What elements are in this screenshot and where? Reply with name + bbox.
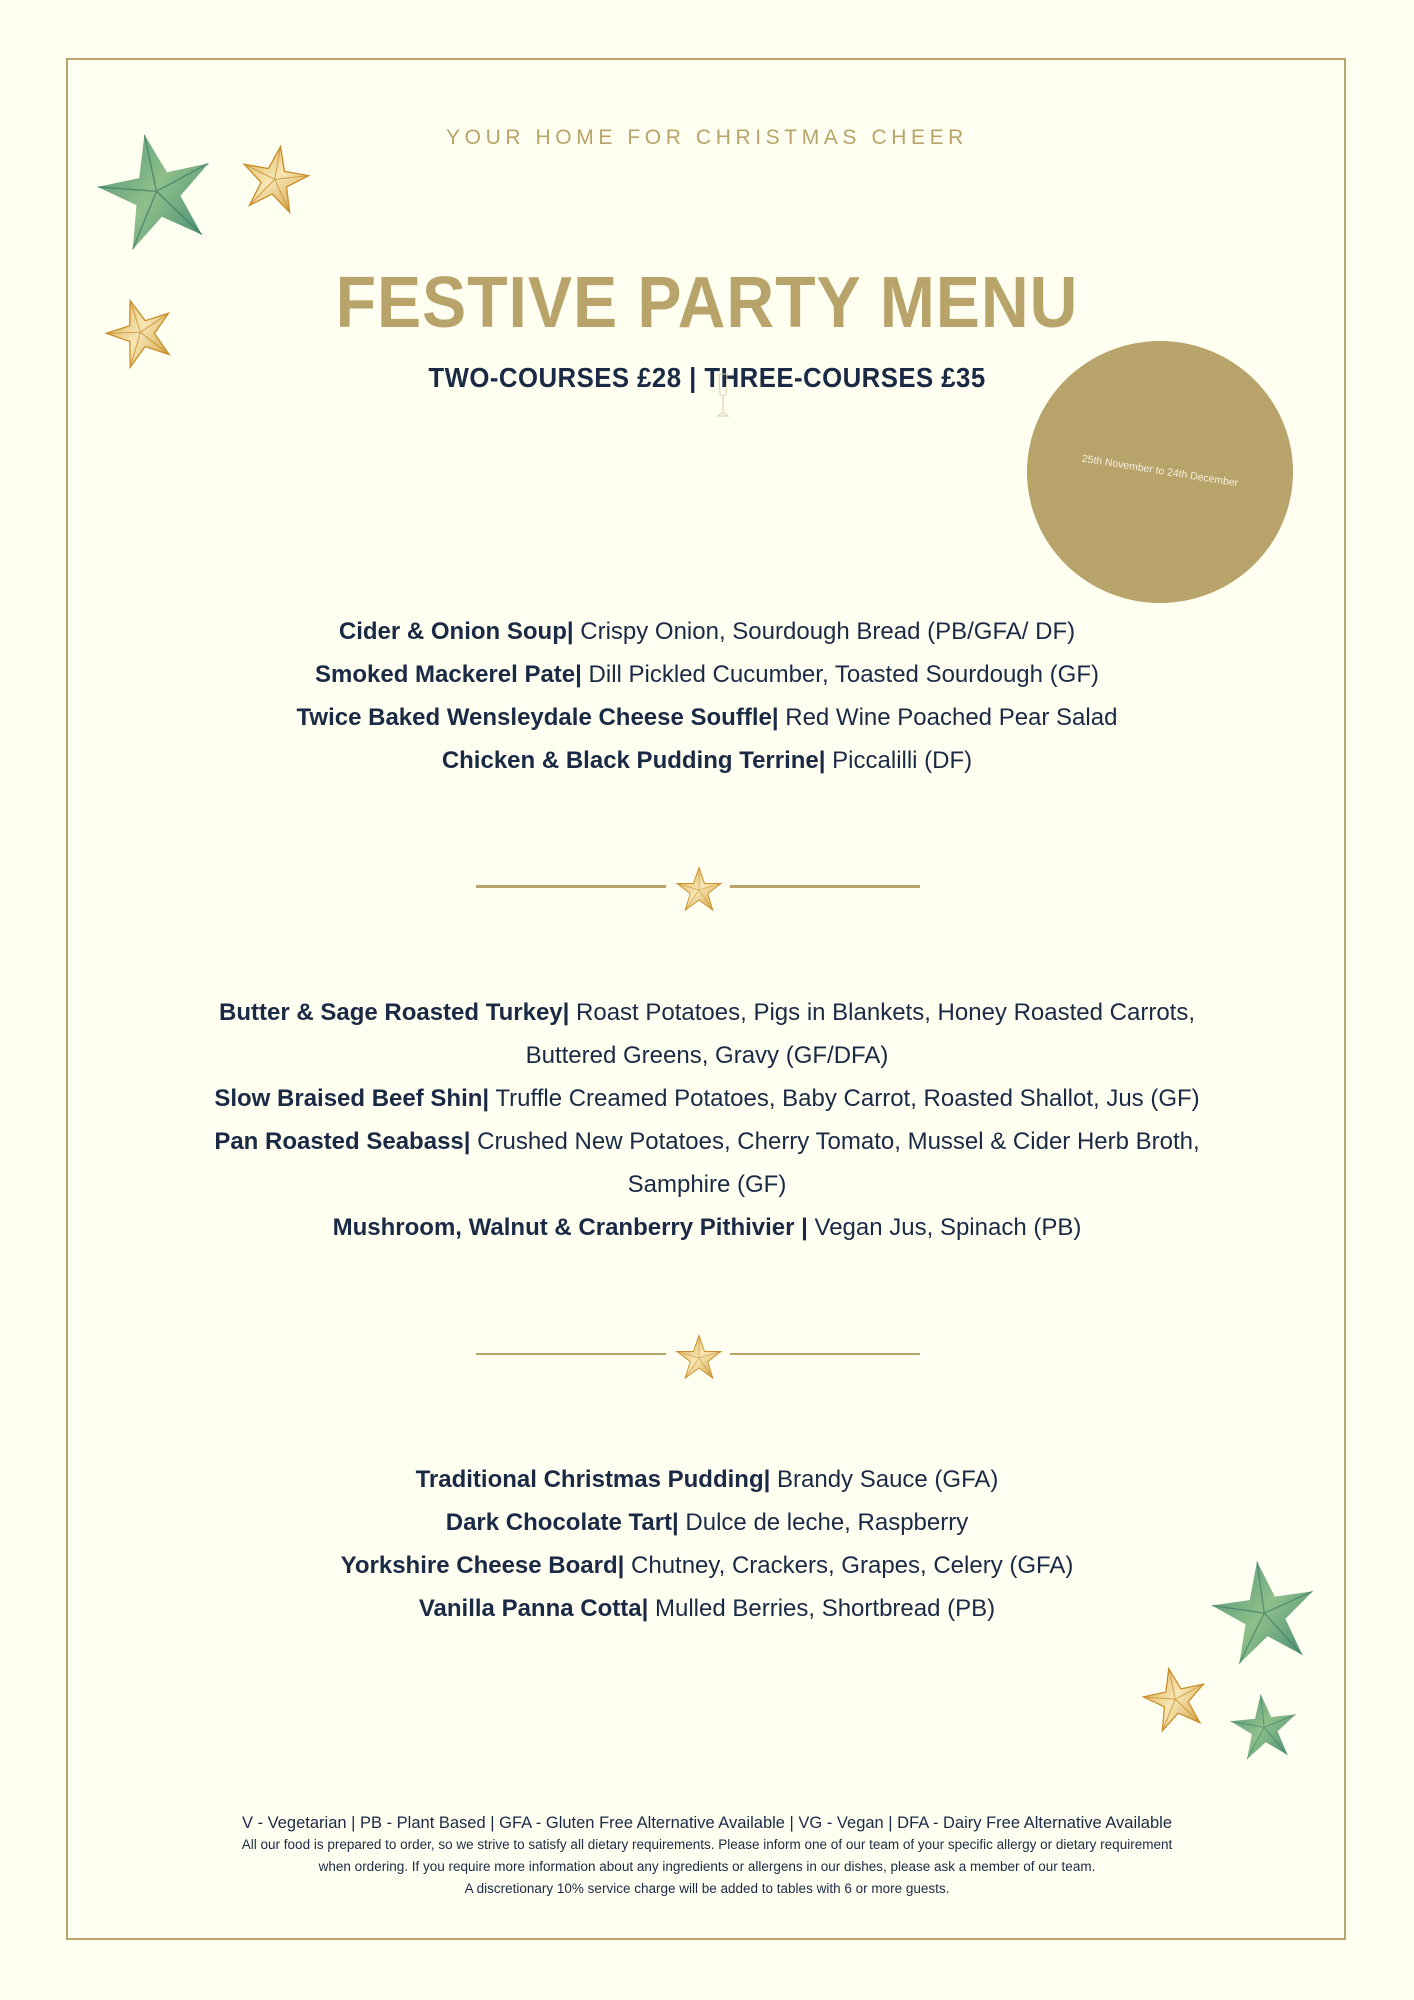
section-divider: [476, 866, 920, 906]
gold-star-icon: [1136, 1660, 1214, 1736]
divider-line: [730, 885, 920, 888]
section-divider: [476, 1334, 920, 1374]
dish-description: Crispy Onion, Sourdough Bread (PB/GFA/ DF): [573, 618, 1076, 645]
dish-description: Crushed New Potatoes, Cherry Tomato, Mussel & Cider Herb Broth,: [470, 1128, 1200, 1155]
dish-description: Truffle Creamed Potatoes, Baby Carrot, Roasted Shallot, Jus (GF): [489, 1085, 1200, 1112]
dish-description: Chutney, Crackers, Grapes, Celery (GFA): [624, 1552, 1074, 1579]
allergy-note: when ordering. If you require more information about any ingredients or allergens in our dishes, please ask a member of our team.: [318, 1859, 1096, 1874]
menu-item: [0, 696, 1414, 739]
dish-name: Vanilla Panna Cotta|: [418, 1595, 649, 1622]
dish-name: Traditional Christmas Pudding|: [415, 1466, 771, 1493]
tagline: YOUR HOME FOR CHRISTMAS CHEER: [446, 126, 968, 149]
page-title: FESTIVE PARTY MENU: [335, 263, 1079, 343]
gold-star-icon: [675, 1334, 723, 1380]
dish-name: Butter & Sage Roasted Turkey|: [219, 999, 570, 1026]
dish-name: Twice Baked Wensleydale Cheese Souffle|: [296, 704, 779, 731]
dish-name: Yorkshire Cheese Board|: [340, 1552, 625, 1579]
allergy-note: All our food is prepared to order, so we strive to satisfy all dietary requirements. Please inform one of our team of your specific allergy or dietary requirement: [241, 1837, 1173, 1852]
menu-item: [0, 1120, 1414, 1163]
starters-section: [0, 610, 1414, 782]
menu-item: [0, 1501, 1414, 1544]
gold-star-icon: [675, 866, 723, 912]
divider-line: [730, 1353, 920, 1355]
dish-description: Brandy Sauce (GFA): [770, 1466, 999, 1493]
date-range: 25th November to 24th December: [1080, 452, 1240, 490]
menu-item: [0, 610, 1414, 653]
dish-description: Piccalilli (DF): [825, 747, 973, 774]
menu-item: [0, 1544, 1414, 1587]
dietary-legend: V - Vegetarian | PB - Plant Based | GFA - Gluten Free Alternative Available | VG - Vegan | DFA - Dairy Free Alternative Available: [241, 1814, 1172, 1832]
divider-line: [476, 1353, 666, 1355]
green-star-icon: [1226, 1689, 1303, 1764]
dish-name: Dark Chocolate Tart|: [445, 1509, 679, 1536]
dish-name: Mushroom, Walnut & Cranberry Pithivier |: [332, 1214, 808, 1241]
service-charge-note: A discretionary 10% service charge will be added to tables with 6 or more guests.: [464, 1881, 950, 1896]
dish-description: Dill Pickled Cucumber, Toasted Sourdough (GF): [581, 661, 1099, 688]
menu-item: [0, 1587, 1414, 1630]
mains-section: [0, 991, 1414, 1249]
champagne-glass-icon: [716, 372, 730, 418]
menu-item: [0, 1458, 1414, 1501]
course-prices: TWO-COURSES £28 | THREE-COURSES £35: [428, 362, 986, 393]
menu-item: [0, 1077, 1414, 1120]
footer: [0, 1812, 1414, 1900]
dish-description: Dulce de leche, Raspberry: [678, 1509, 969, 1536]
dish-name: Smoked Mackerel Pate|: [315, 661, 582, 688]
date-badge: [1027, 341, 1293, 603]
dish-name: Chicken & Black Pudding Terrine|: [441, 747, 826, 774]
dish-name: Pan Roasted Seabass|: [214, 1128, 471, 1155]
menu-item: [0, 1206, 1414, 1249]
menu-item-continued: Buttered Greens, Gravy (GF/DFA): [525, 1042, 889, 1069]
menu-item: [0, 991, 1414, 1034]
dish-description: Mulled Berries, Shortbread (PB): [648, 1595, 996, 1622]
dish-description: Roast Potatoes, Pigs in Blankets, Honey Roasted Carrots,: [569, 999, 1195, 1026]
divider-line: [476, 885, 666, 888]
desserts-section: [0, 1458, 1414, 1630]
dish-description: Vegan Jus, Spinach (PB): [807, 1214, 1082, 1241]
gold-star-icon: [235, 138, 316, 217]
menu-item: [0, 653, 1414, 696]
dish-name: Slow Braised Beef Shin|: [214, 1085, 490, 1112]
dish-description: Red Wine Poached Pear Salad: [778, 704, 1118, 731]
dish-name: Cider & Onion Soup|: [338, 618, 574, 645]
menu-item-continued: Samphire (GF): [627, 1171, 787, 1198]
menu-item: [0, 739, 1414, 782]
